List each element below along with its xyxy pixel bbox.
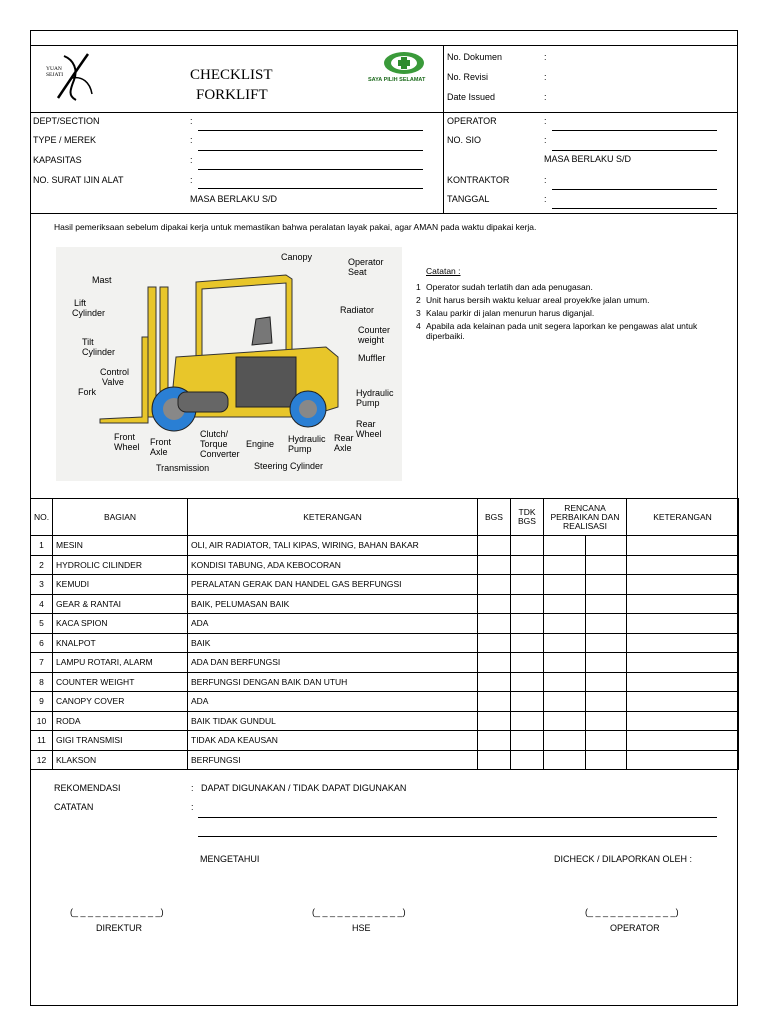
label-tilt-cyl: Cylinder [82, 347, 116, 357]
row-bagian: RODA [53, 711, 188, 731]
note-text: Kalau parkir di jalan menurun harus diganjal. [426, 308, 595, 318]
notes-title: Catatan : [426, 266, 461, 276]
row-no: 8 [31, 672, 53, 692]
doc-number-label: No. Dokumen [447, 52, 503, 62]
type-label: TYPE / MEREK [33, 135, 97, 145]
row-bgs-cell[interactable] [478, 614, 511, 634]
note-number: 3 [416, 308, 421, 318]
signer-hse: HSE [352, 923, 371, 933]
col-no: NO. [31, 499, 53, 536]
company-logo-text: YUAN SEJATI [46, 66, 64, 78]
label-transmission: Transmission [156, 463, 210, 473]
sio-field[interactable] [552, 150, 717, 151]
permit-sep: : [190, 175, 193, 185]
row-keterangan-cell[interactable] [627, 614, 739, 634]
row-keterangan-cell[interactable] [627, 692, 739, 712]
catatan-line-2[interactable] [198, 836, 717, 837]
catatan-line-1[interactable] [198, 817, 717, 818]
row-bagian: GEAR & RANTAI [53, 594, 188, 614]
label-fork: Fork [78, 387, 96, 397]
label-clutch-2: Torque [200, 439, 228, 449]
row-bagian: HYDROLIC CILINDER [53, 555, 188, 575]
col-keterangan-2: KETERANGAN [627, 499, 739, 536]
sio-sep: : [544, 135, 547, 145]
row-rencana-cell[interactable] [544, 536, 586, 556]
contractor-sep: : [544, 175, 547, 185]
divider [30, 112, 738, 113]
row-rencana-cell[interactable] [544, 750, 586, 770]
note-item [416, 321, 734, 341]
label-radiator: Radiator [340, 305, 375, 315]
row-bagian: KLAKSON [53, 750, 188, 770]
row-no: 12 [31, 750, 53, 770]
row-bgs-cell[interactable] [478, 692, 511, 712]
catatan-label: CATATAN [54, 802, 94, 812]
row-rencana-cell[interactable] [544, 653, 586, 673]
label-steering: Steering Cylinder [254, 461, 324, 471]
row-rencana-cell[interactable] [544, 555, 586, 575]
row-bagian: LAMPU ROTARI, ALARM [53, 653, 188, 673]
doc-number-sep: : [544, 52, 547, 62]
row-tdk-bgs-cell[interactable] [511, 536, 544, 556]
label-rear-wheel-2: Wheel [356, 429, 382, 439]
label-hyd-pump-r2: Pump [356, 398, 380, 408]
row-realisasi-cell[interactable] [586, 692, 627, 712]
sign-blank-direktur[interactable]: (_ _ _ _ _ _ _ _ _ _ _ _) [70, 907, 164, 917]
divider [30, 769, 738, 770]
table-row [31, 653, 739, 673]
row-bgs-cell[interactable] [478, 750, 511, 770]
label-valve: Valve [102, 377, 124, 387]
row-keterangan-cell[interactable] [627, 672, 739, 692]
divider [30, 45, 738, 46]
row-no: 6 [31, 633, 53, 653]
sign-blank-operator[interactable]: (_ _ _ _ _ _ _ _ _ _ _ _) [585, 907, 679, 917]
row-keterangan: BERFUNGSI DENGAN BAIK DAN UTUH [188, 672, 478, 692]
row-tdk-bgs-cell[interactable] [511, 633, 544, 653]
permit-field[interactable] [198, 188, 423, 189]
row-keterangan-cell[interactable] [627, 750, 739, 770]
row-keterangan-cell[interactable] [627, 653, 739, 673]
row-keterangan-cell[interactable] [627, 711, 739, 731]
row-bgs-cell[interactable] [478, 731, 511, 751]
rekomendasi-value[interactable]: DAPAT DIGUNAKAN / TIDAK DAPAT DIGUNAKAN [201, 783, 407, 793]
table-row [31, 594, 739, 614]
date-label: TANGGAL [447, 194, 490, 204]
table-row [31, 750, 739, 770]
label-front-axle-1: Front [150, 437, 172, 447]
label-op-seat-1: Operator [348, 257, 384, 267]
date-field[interactable] [552, 208, 717, 209]
table-row [31, 555, 739, 575]
label-clutch-1: Clutch/ [200, 429, 229, 439]
row-keterangan-cell[interactable] [627, 555, 739, 575]
table-row [31, 614, 739, 634]
label-clutch-3: Converter [200, 449, 240, 459]
row-tdk-bgs-cell[interactable] [511, 731, 544, 751]
row-rencana-cell[interactable] [544, 731, 586, 751]
contractor-label: KONTRAKTOR [447, 175, 510, 185]
row-bgs-cell[interactable] [478, 711, 511, 731]
divider [30, 213, 738, 214]
row-keterangan: KONDISI TABUNG, ADA KEBOCORAN [188, 555, 478, 575]
row-rencana-cell[interactable] [544, 692, 586, 712]
dept-label: DEPT/SECTION [33, 116, 100, 126]
permit-validity-label: MASA BERLAKU S/D [190, 194, 278, 204]
form-title-line1: CHECKLIST [190, 67, 273, 83]
row-bagian: GIGI TRANSMISI [53, 731, 188, 751]
row-realisasi-cell[interactable] [586, 633, 627, 653]
checklist-table [30, 498, 739, 770]
row-tdk-bgs-cell[interactable] [511, 555, 544, 575]
note-text: Apabila ada kelainan pada unit segera laporkan ke pengawas alat untuk diperbaiki. [426, 321, 698, 341]
row-keterangan-cell[interactable] [627, 594, 739, 614]
note-item [416, 282, 734, 292]
label-lift-cyl: Cylinder [72, 308, 106, 318]
table-row [31, 692, 739, 712]
type-field[interactable] [198, 150, 423, 151]
label-hyd-pump-r1: Hydraulic [356, 388, 394, 398]
row-keterangan: BAIK TIDAK GUNDUL [188, 711, 478, 731]
row-no: 2 [31, 555, 53, 575]
row-tdk-bgs-cell[interactable] [511, 594, 544, 614]
date-issued-label: Date Issued [447, 92, 496, 102]
row-realisasi-cell[interactable] [586, 750, 627, 770]
row-no: 7 [31, 653, 53, 673]
label-rear-axle-2: Axle [334, 443, 352, 453]
safety-logo-text: SAYA PILIH SELAMAT [368, 77, 426, 83]
row-keterangan-cell[interactable] [627, 633, 739, 653]
row-bgs-cell[interactable] [478, 672, 511, 692]
label-muffler: Muffler [358, 353, 386, 363]
row-no: 11 [31, 731, 53, 751]
label-control: Control [100, 367, 130, 377]
capacity-label: KAPASITAS [33, 155, 82, 165]
operator-field[interactable] [552, 130, 717, 131]
row-tdk-bgs-cell[interactable] [511, 653, 544, 673]
col-keterangan: KETERANGAN [188, 499, 478, 536]
row-no: 9 [31, 692, 53, 712]
safety-cross-icon [368, 50, 440, 80]
revision-sep: : [544, 72, 547, 82]
row-realisasi-cell[interactable] [586, 672, 627, 692]
date-issued-sep: : [544, 92, 547, 102]
row-realisasi-cell[interactable] [586, 711, 627, 731]
row-keterangan: BERFUNGSI [188, 750, 478, 770]
row-keterangan: BAIK, PELUMASAN BAIK [188, 594, 478, 614]
safety-logo [368, 50, 440, 90]
note-number: 2 [416, 295, 421, 305]
row-rencana-cell[interactable] [544, 633, 586, 653]
table-header [31, 499, 739, 536]
label-front-wheel-2: Wheel [114, 442, 140, 452]
date-sep: : [544, 194, 547, 204]
sio-label: NO. SIO [447, 135, 482, 145]
row-bagian: KACA SPION [53, 614, 188, 634]
row-rencana-cell[interactable] [544, 594, 586, 614]
row-bgs-cell[interactable] [478, 555, 511, 575]
label-front-wheel-1: Front [114, 432, 136, 442]
sio-validity-label: MASA BERLAKU S/D [544, 154, 632, 164]
label-tilt: Tilt [82, 337, 94, 347]
operator-sep: : [544, 116, 547, 126]
label-lift: Lift [74, 298, 87, 308]
row-keterangan: TIDAK ADA KEAUSAN [188, 731, 478, 751]
row-keterangan-cell[interactable] [627, 731, 739, 751]
capacity-sep: : [190, 155, 193, 165]
note-item [416, 308, 734, 318]
row-keterangan: ADA [188, 692, 478, 712]
col-bgs: BGS [478, 499, 511, 536]
row-tdk-bgs-cell[interactable] [511, 614, 544, 634]
label-canopy: Canopy [281, 252, 313, 262]
row-bagian: KNALPOT [53, 633, 188, 653]
capacity-field[interactable] [198, 169, 423, 170]
row-rencana-cell[interactable] [544, 672, 586, 692]
revision-label: No. Revisi [447, 72, 489, 82]
divider [443, 45, 444, 213]
row-bagian: KEMUDI [53, 575, 188, 595]
dept-sep: : [190, 116, 193, 126]
note-text: Operator sudah terlatih dan ada penugasan. [426, 282, 593, 292]
label-counter-2: weight [358, 335, 385, 345]
label-rear-wheel-1: Rear [356, 419, 376, 429]
table-row [31, 575, 739, 595]
note-item [416, 295, 734, 305]
row-bgs-cell[interactable] [478, 653, 511, 673]
sign-blank-hse[interactable]: (_ _ _ _ _ _ _ _ _ _ _ _) [312, 907, 406, 917]
label-counter-1: Counter [358, 325, 391, 335]
row-tdk-bgs-cell[interactable] [511, 750, 544, 770]
row-keterangan: OLI, AIR RADIATOR, TALI KIPAS, WIRING, BAHAN BAKAR [188, 536, 478, 556]
rekomendasi-sep: : [191, 783, 194, 793]
signer-operator: OPERATOR [610, 923, 660, 933]
contractor-field[interactable] [552, 189, 717, 190]
row-bgs-cell[interactable] [478, 575, 511, 595]
label-hyd-pump-1: Hydraulic [288, 434, 326, 444]
notes-section [416, 266, 734, 344]
table-row [31, 731, 739, 751]
row-bagian: COUNTER WEIGHT [53, 672, 188, 692]
row-bgs-cell[interactable] [478, 594, 511, 614]
row-rencana-cell[interactable] [544, 614, 586, 634]
forklift-diagram [56, 247, 402, 481]
row-keterangan: PERALATAN GERAK DAN HANDEL GAS BERFUNGSI [188, 575, 478, 595]
row-keterangan-cell[interactable] [627, 575, 739, 595]
label-engine: Engine [246, 439, 275, 449]
row-keterangan: BAIK [188, 633, 478, 653]
row-bgs-cell[interactable] [478, 536, 511, 556]
col-tdk-bgs: TDK BGS [511, 499, 544, 536]
operator-label: OPERATOR [447, 116, 497, 126]
intro-text: Hasil pemeriksaan sebelum dipakai kerja untuk memastikan bahwa peralatan layak pakai, agar AMAN pada waktu dipakai kerja. [54, 222, 537, 232]
catatan-sep: : [191, 802, 194, 812]
label-front-axle-2: Axle [150, 447, 168, 457]
row-rencana-cell[interactable] [544, 575, 586, 595]
note-number: 1 [416, 282, 421, 292]
row-keterangan-cell[interactable] [627, 536, 739, 556]
permit-label: NO. SURAT IJIN ALAT [33, 175, 124, 185]
note-text: Unit harus bersih waktu keluar areal proyek/ke jalan umum. [426, 295, 650, 305]
row-realisasi-cell[interactable] [586, 653, 627, 673]
row-bgs-cell[interactable] [478, 633, 511, 653]
row-keterangan: ADA [188, 614, 478, 634]
row-no: 1 [31, 536, 53, 556]
rekomendasi-label: REKOMENDASI [54, 783, 121, 793]
row-rencana-cell[interactable] [544, 711, 586, 731]
form-title-line2: FORKLIFT [196, 87, 268, 103]
row-bagian: MESIN [53, 536, 188, 556]
company-logo [44, 50, 100, 104]
row-realisasi-cell[interactable] [586, 575, 627, 595]
row-realisasi-cell[interactable] [586, 731, 627, 751]
row-realisasi-cell[interactable] [586, 555, 627, 575]
col-rencana: RENCANA PERBAIKAN DAN REALISASI [544, 499, 627, 536]
mengetahui-label: MENGETAHUI [200, 854, 260, 864]
row-no: 4 [31, 594, 53, 614]
row-tdk-bgs-cell[interactable] [511, 672, 544, 692]
col-bagian: BAGIAN [53, 499, 188, 536]
label-rear-axle-1: Rear [334, 433, 354, 443]
row-no: 10 [31, 711, 53, 731]
signer-direktur: DIREKTUR [96, 923, 143, 933]
row-realisasi-cell[interactable] [586, 536, 627, 556]
note-number: 4 [416, 321, 421, 331]
row-no: 3 [31, 575, 53, 595]
row-realisasi-cell[interactable] [586, 614, 627, 634]
table-row [31, 711, 739, 731]
row-no: 5 [31, 614, 53, 634]
type-sep: : [190, 135, 193, 145]
label-op-seat-2: Seat [348, 267, 367, 277]
table-row [31, 672, 739, 692]
row-tdk-bgs-cell[interactable] [511, 711, 544, 731]
row-tdk-bgs-cell[interactable] [511, 692, 544, 712]
row-keterangan: ADA DAN BERFUNGSI [188, 653, 478, 673]
table-row [31, 536, 739, 556]
row-bagian: CANOPY COVER [53, 692, 188, 712]
row-tdk-bgs-cell[interactable] [511, 575, 544, 595]
table-row [31, 633, 739, 653]
label-hyd-pump-2: Pump [288, 444, 312, 454]
label-mast: Mast [92, 275, 112, 285]
dept-field[interactable] [198, 130, 423, 131]
row-realisasi-cell[interactable] [586, 594, 627, 614]
dicheck-label: DICHECK / DILAPORKAN OLEH : [554, 854, 693, 864]
